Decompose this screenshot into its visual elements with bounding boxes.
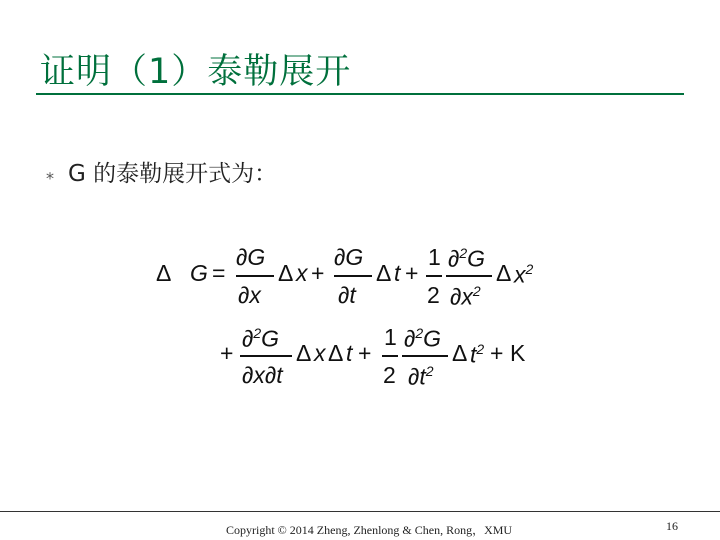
title-divider — [36, 93, 684, 95]
equals-sign: = — [212, 260, 226, 286]
delta-x-3: Δ — [296, 340, 312, 366]
x-1: x — [296, 260, 308, 286]
frac4-denominator: ∂x∂t — [242, 362, 283, 388]
plus-1: + — [311, 260, 325, 286]
plus-5: + — [490, 340, 504, 366]
half-2-denominator: 2 — [383, 362, 396, 388]
frac2-denominator: ∂t — [338, 282, 356, 308]
bullet-item — [46, 155, 277, 188]
delta-x-2: Δ — [496, 260, 512, 286]
frac2-line — [334, 275, 372, 277]
frac5-numerator: ∂$^2$G — [404, 325, 442, 352]
frac2-numerator: ∂G — [334, 244, 364, 270]
delta-t-3: Δ — [452, 340, 468, 366]
plus-2: + — [405, 260, 419, 286]
half-2-numerator: 1 — [384, 324, 397, 350]
half-2-line — [382, 355, 398, 357]
frac5-line — [402, 355, 448, 357]
frac4-line — [240, 355, 292, 357]
delta-t-1: Δ — [376, 260, 392, 286]
bullet-text: G 的泰勒展开式为： — [68, 161, 278, 187]
plus-3: + — [220, 340, 234, 366]
t-squared: $t^2$ — [470, 341, 485, 368]
frac3-numerator: ∂$^2$G — [448, 245, 486, 272]
half-1-numerator: 1 — [428, 244, 441, 270]
half-1-denominator: 2 — [427, 282, 440, 308]
lhs-g: G — [190, 260, 208, 286]
delta-symbol: Δ — [156, 260, 172, 286]
frac5-denominator: $\partial t^2$ — [408, 363, 434, 390]
frac4-numerator: ∂$^2$G — [242, 325, 280, 352]
footer-divider — [0, 511, 720, 512]
frac1-line — [236, 275, 274, 277]
t-1: t — [394, 260, 401, 286]
bullet-marker: ⁎ — [46, 164, 54, 183]
ellipsis-k: K — [510, 340, 526, 366]
delta-t-2: Δ — [328, 340, 344, 366]
delta-x-1: Δ — [278, 260, 294, 286]
x-squared: $x^2$ — [514, 261, 534, 288]
slide-title: 证明（1）泰勒展开 — [40, 52, 352, 92]
footer-copyright: Copyright © 2014 Zheng, Zhenlong & Chen, Rong，XMU — [226, 523, 513, 537]
t-2: t — [346, 340, 353, 366]
frac1-denominator: ∂x — [238, 282, 261, 308]
taylor-equation — [150, 232, 550, 392]
half-1-line — [426, 275, 442, 277]
page-number: 16 — [666, 519, 678, 533]
frac1-numerator: ∂G — [236, 244, 266, 270]
plus-4: + — [358, 340, 372, 366]
frac3-denominator: $\partial x^2$ — [450, 283, 481, 310]
frac3-line — [446, 275, 492, 277]
x-2: x — [314, 340, 326, 366]
